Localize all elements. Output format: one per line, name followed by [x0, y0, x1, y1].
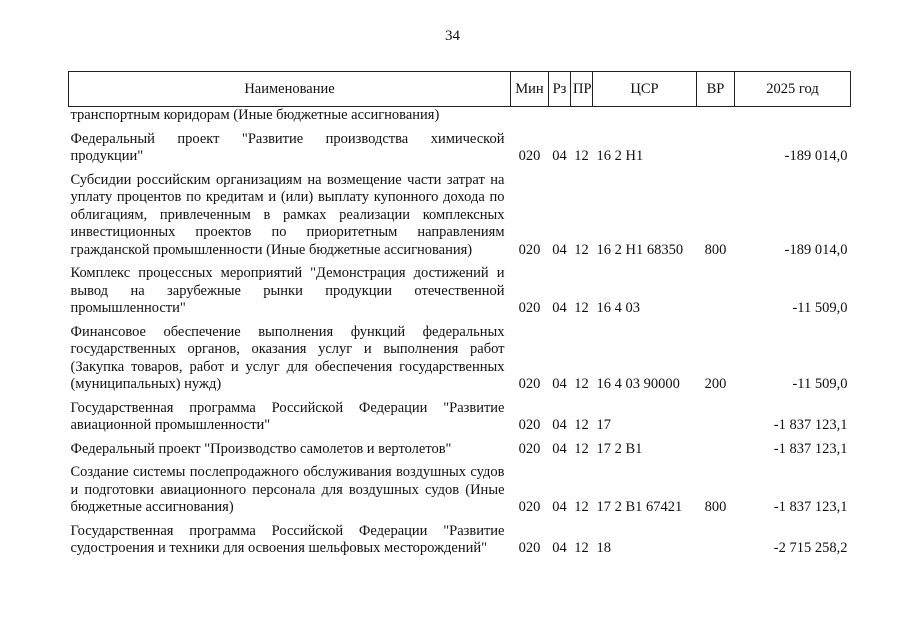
row-amount: -1 837 123,1	[773, 440, 848, 457]
row-rz: 04	[552, 148, 567, 164]
row-csr: 16 4 03 90000	[596, 376, 680, 392]
row-rz: 04	[552, 417, 567, 433]
budget-table	[68, 71, 851, 558]
table-row	[69, 394, 851, 435]
row-min: 020	[518, 417, 541, 433]
row-rz: 04	[552, 499, 567, 515]
row-amount: -11 509,0	[792, 376, 848, 392]
row-vr	[697, 394, 735, 435]
row-min: 020	[518, 148, 541, 164]
row-rz: 04	[552, 241, 567, 258]
row-vr	[697, 259, 735, 318]
row-min: 020	[518, 376, 541, 392]
row-vr	[697, 517, 735, 558]
row-pr: 12	[574, 540, 589, 556]
row-amount: -2 715 258,2	[773, 540, 848, 556]
row-rz	[549, 107, 571, 125]
row-amount: -189 014,0	[784, 241, 848, 258]
row-rz: 04	[552, 300, 567, 316]
header-name: Наименование	[69, 72, 511, 107]
row-csr	[593, 107, 697, 125]
row-amount	[735, 107, 851, 125]
table-row	[69, 259, 851, 318]
row-pr: 12	[574, 417, 589, 433]
row-name: Государственная программа Российской Федерации "Развитие судостроения и техники для освоения шельфовых месторождений"	[70, 522, 505, 556]
row-amount: -11 509,0	[792, 300, 848, 316]
row-name: Комплекс процессных мероприятий "Демонстрация достижений и вывод на зарубежные рынки продукции отечественной промышленности"	[70, 265, 505, 316]
row-csr: 17 2 В1	[596, 440, 643, 457]
row-pr: 12	[574, 300, 589, 316]
page-number: 34	[445, 28, 460, 44]
header-min: Мин	[511, 72, 549, 107]
row-pr: 12	[574, 440, 589, 457]
row-rz: 04	[552, 376, 567, 392]
row-name: Создание системы послепродажного обслуживания воздушных судов и подготовки авиационного персонала для воздушных судов (Иные бюджетные ассигнования)	[70, 464, 505, 515]
row-name: Субсидии российским организациям на возмещение части затрат на уплату процентов по кредитам и (или) выплату купонного дохода по облигациям, привлеченным в рамках реализации комплексных инвестиционных проектов по приоритетным направлениям гражданской промышленности (Иные бюджетные ассигнования)	[70, 171, 505, 258]
table-row	[69, 125, 851, 166]
row-name: Федеральный проект "Производство самолетов и вертолетов"	[70, 440, 452, 457]
row-min: 020	[518, 241, 541, 258]
row-name: Федеральный проект "Развитие производства химической продукции"	[70, 130, 505, 164]
row-min: 020	[518, 540, 541, 556]
row-csr: 16 2 Н1 68350	[596, 241, 684, 258]
table-header-row	[69, 72, 851, 107]
row-vr: 200	[704, 376, 727, 392]
row-csr: 16 4 03	[596, 300, 640, 316]
row-pr	[571, 107, 593, 125]
row-amount: -1 837 123,1	[773, 499, 848, 515]
table-row	[69, 517, 851, 558]
table-row	[69, 166, 851, 260]
row-pr: 12	[574, 241, 589, 258]
header-rz: Рз	[549, 72, 571, 107]
header-year: 2025 год	[735, 72, 851, 107]
table-row	[69, 318, 851, 394]
row-rz: 04	[552, 540, 567, 556]
row-csr: 16 2 Н1	[596, 148, 644, 164]
row-vr	[697, 107, 735, 125]
budget-table-container	[68, 71, 850, 558]
row-csr: 17 2 В1 67421	[596, 499, 683, 515]
row-min: 020	[518, 300, 541, 316]
row-pr: 12	[574, 376, 589, 392]
row-csr: 17	[596, 417, 611, 433]
row-amount: -1 837 123,1	[773, 417, 848, 433]
header-csr: ЦСР	[593, 72, 697, 107]
row-vr	[697, 125, 735, 166]
row-vr: 800	[704, 499, 727, 515]
row-vr	[697, 435, 735, 459]
row-pr: 12	[574, 499, 589, 515]
row-vr: 800	[704, 241, 727, 258]
row-min	[511, 107, 549, 125]
header-vr: ВР	[697, 72, 735, 107]
row-min: 020	[518, 440, 541, 457]
row-amount: -189 014,0	[784, 148, 848, 164]
row-name: Государственная программа Российской Федерации "Развитие авиационной промышленности"	[70, 399, 505, 433]
row-rz: 04	[552, 440, 567, 457]
table-row	[69, 107, 851, 125]
row-name: транспортным коридорам (Иные бюджетные ассигнования)	[70, 107, 440, 123]
row-pr: 12	[574, 148, 589, 164]
table-row	[69, 458, 851, 517]
header-pr: ПР	[571, 72, 593, 107]
table-row	[69, 435, 851, 459]
row-csr: 18	[596, 540, 611, 556]
row-name: Финансовое обеспечение выполнения функций федеральных государственных органов, оказания услуг и выполнения работ (Закупка товаров, работ и услуг для обеспечения государственных (муниципальных) нужд)	[70, 323, 505, 392]
row-min: 020	[518, 499, 541, 515]
